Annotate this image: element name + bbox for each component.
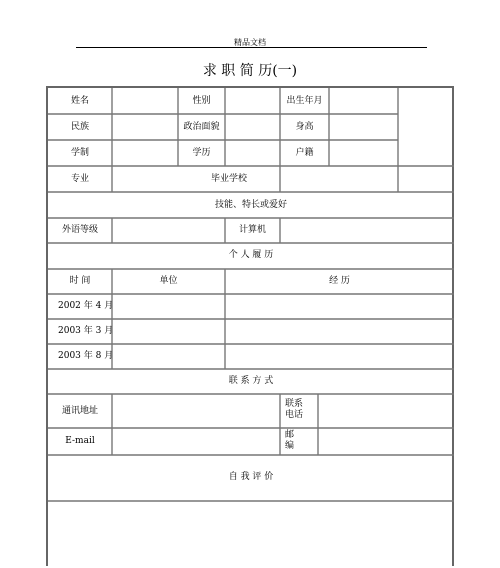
education-label: 学历 [192,148,211,158]
contact-heading: 联 系 方 式 [228,376,274,386]
postcode-label: 邮编 [285,430,295,451]
computer-label: 计算机 [238,225,266,235]
resume-form-table [46,86,454,566]
resume-heading: 个 人 履 历 [228,250,274,260]
hukou-label: 户籍 [295,148,314,158]
graduated-school-label: 毕业学校 [210,174,247,184]
name-label: 姓名 [70,96,89,106]
self-evaluation-heading: 自 我 评 价 [228,472,274,482]
document-title: 求 职 简 历(一) [202,63,298,79]
history-date: 2003 年 8 月 [58,351,114,361]
skills-heading: 技能、特长或爱好 [214,200,287,210]
ethnicity-label: 民族 [70,122,89,132]
address-label: 通讯地址 [61,406,98,416]
schooling-label: 学制 [70,148,89,158]
height-label: 身高 [295,122,314,132]
phone-label: 联系电话 [285,399,304,420]
experience-column-header: 经 历 [329,276,350,286]
time-column-header: 时 间 [69,276,91,286]
history-date: 2002 年 4 月 [58,301,114,311]
language-level-label: 外语等级 [61,225,98,235]
political-status-label: 政治面貌 [183,122,220,132]
major-label: 专业 [70,174,89,184]
history-date: 2003 年 3 月 [58,326,114,336]
email-label: E-mail [65,436,95,446]
header-rule [76,47,427,48]
birth-date-label: 出生年月 [286,96,323,106]
gender-label: 性别 [192,96,211,106]
unit-column-header: 单位 [159,276,178,286]
page-header-text: 精品文档 [234,38,266,47]
